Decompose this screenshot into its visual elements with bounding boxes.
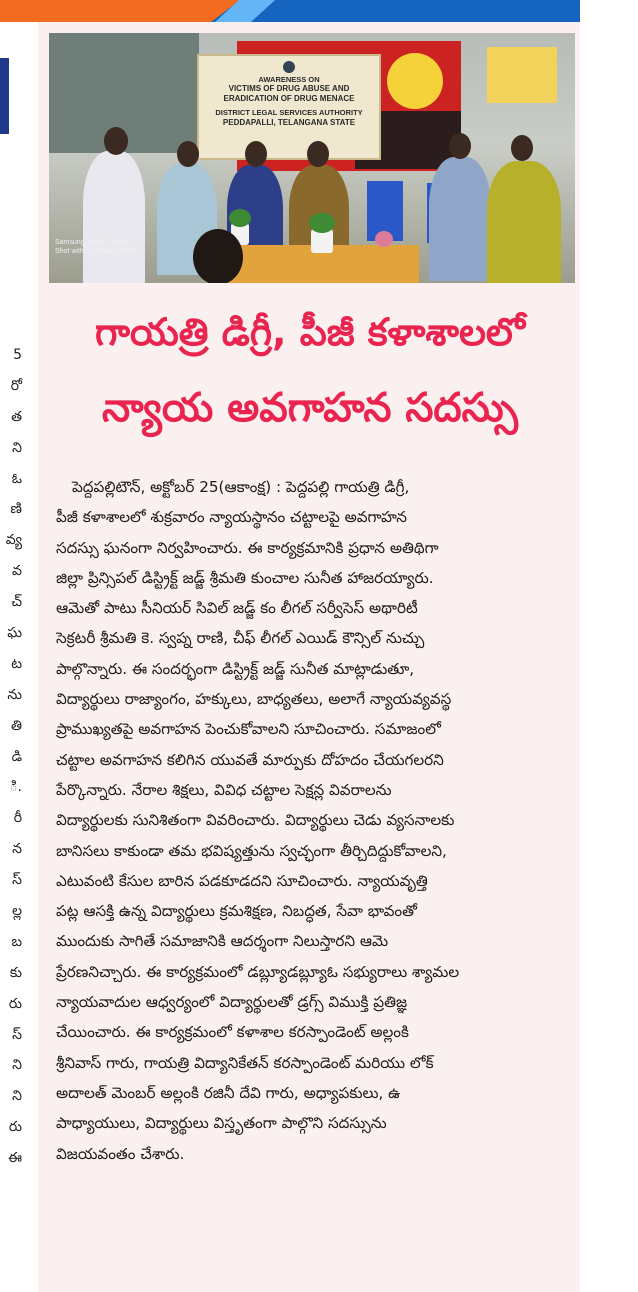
article-line: సెక్రటరీ శ్రీమతి కె. స్వప్న రాణి, చీఫ్ లీగల్ ఎయిడ్ కౌన్సిల్ నుచ్చు: [56, 629, 425, 648]
adjacent-column-glyph: ఘ: [7, 625, 22, 642]
article-line: పెద్దపల్లిటౌన్, అక్టోబర్ 25(ఆకాంక్ష) : పెద్దపల్లి గాయత్రి డిగ్రీ,: [72, 478, 410, 496]
adjacent-column-glyph: చ్: [11, 594, 22, 611]
article-line: అదాలత్ మెంబర్ అల్లంకి రజినీ దేవి గారు, అధ్యాపకులు, ఉ: [56, 1083, 401, 1102]
person: [487, 161, 561, 283]
adjacent-column-glyph: ఓ: [11, 470, 22, 487]
adjacent-column-glyph: 5: [13, 347, 22, 363]
article-line: ఎటువంటి కేసుల బారిన పడకూడదని సూచించారు. న్యాయవృత్తి: [56, 871, 428, 890]
plant: [309, 213, 335, 233]
article-line: శ్రీనివాస్ గారు, గాయత్రి విద్యానికేతన్ కరస్పాండెంట్ మరియు లోక్: [56, 1053, 434, 1072]
adjacent-column-glyph: వ్య: [5, 532, 22, 549]
article-line: ప్రేరణనిచ్చారు. ఈ కార్యక్రమంలో డబ్ల్యూడబ్ల్యూఓ సభ్యురాలు శ్యామల: [56, 962, 460, 981]
banner-line: PEDDAPALLI, TELANGANA STATE: [222, 118, 356, 127]
adjacent-column-glyph: రీ: [13, 810, 22, 827]
top-bar-orange-stripe: [0, 0, 240, 22]
person: [83, 151, 145, 283]
article-line: ముందుకు సాగితే సమాజానికి ఆదర్శంగా నిలుస్తారని ఆమె: [56, 932, 389, 951]
person-head: [104, 127, 128, 155]
adjacent-column-glyph: న: [12, 841, 22, 858]
article-line: చేయించారు. ఈ కార్యక్రమంలో కళాశాల కరస్పాండెంట్ అల్లంకి: [56, 1023, 409, 1042]
adjacent-column-glyph: రు: [8, 1119, 22, 1136]
adjacent-column-glyph: డి: [11, 748, 22, 765]
article-line: ఆమెతో పాటు సీనియర్ సివిల్ జడ్జ్ కం లీగల్ సర్వీసెస్ అథారిటీ: [56, 599, 418, 618]
audience-head: [193, 229, 243, 283]
dlsa-emblem-icon: [283, 61, 295, 73]
poster-emblem: [387, 53, 443, 109]
adjacent-column-glyph: ణి: [10, 501, 22, 518]
article-line: జిల్లా ప్రిన్సిపల్ డిస్ట్రిక్ట్ జడ్జ్ శ్రీమతి కుంచాల సునీత హాజరయ్యారు.: [56, 568, 434, 587]
flower-bouquet: [375, 231, 393, 247]
headline-line-2: న్యాయ అవగాహన సదస్సు: [101, 385, 519, 431]
banner-line: VICTIMS OF DRUG ABUSE AND: [228, 84, 350, 93]
person: [429, 157, 491, 281]
awareness-banner: [197, 54, 381, 160]
adjacent-column-glyph: స్: [12, 1026, 22, 1043]
adjacent-column-glyph: ను: [7, 686, 22, 703]
adjacent-column-glyph: స్: [12, 872, 22, 889]
adjacent-column-glyph: రు: [8, 995, 22, 1012]
adjacent-column-cut-text: [2, 340, 22, 1174]
watermark-line: Samsung Triple Camera: [55, 239, 131, 246]
adjacent-column-glyph: ని: [12, 439, 22, 456]
plant: [229, 209, 251, 227]
event-photo: [49, 33, 575, 283]
adjacent-column-glyph: వ: [12, 563, 22, 580]
adjacent-column-glyph: ఈ: [8, 1150, 22, 1167]
adjacent-column-glyph: తి: [11, 717, 22, 734]
banner-line: ERADICATION OF DRUG MENACE: [223, 94, 355, 103]
banner-line: DISTRICT LEGAL SERVICES AUTHORITY: [215, 108, 363, 117]
camera-watermark: [55, 238, 138, 256]
article-line: పాధ్యాయులు, విద్యార్థులు విస్తృతంగా పాల్గొని సదస్సును: [56, 1114, 387, 1133]
adjacent-column-glyph: కు: [9, 964, 22, 981]
headline-line-1: గాయత్రి డిగ్రీ, పీజీ కళాశాలలో: [94, 310, 526, 354]
watermark-line: Shot with my Galaxy M30s: [55, 248, 138, 255]
article-line: పీజీ కళాశాలలో శుక్రవారం న్యాయస్థానం చట్టాలపై అవగాహన: [56, 508, 407, 527]
article-line: విద్యార్థులకు సునిశితంగా వివరించారు. విద్యార్థులు చెడు వ్యసనాలకు: [56, 811, 455, 830]
adjacent-column-glyph: ని: [12, 1088, 22, 1105]
article-line: పట్ల ఆసక్తి ఉన్న విద్యార్థులు క్రమశిక్షణ, నిబద్ధత, సేవా భావంతో: [56, 902, 417, 921]
person-head: [307, 141, 329, 167]
person-head: [245, 141, 267, 167]
adjacent-column-glyph: ి.: [9, 779, 22, 796]
adjacent-column-glyph: ని: [12, 1057, 22, 1074]
article-line: పేర్కొన్నారు. నేరాల శిక్షలు, వివిధ చట్టాల సెక్షన్ల వివరాలను: [56, 780, 392, 799]
person-head: [177, 141, 199, 167]
banner-line: AWARENESS ON: [258, 75, 320, 84]
article-line: సదస్సు ఘనంగా నిర్వహించారు. ఈ కార్యక్రమానికి ప్రధాన అతిథిగా: [56, 538, 439, 557]
article-line: ప్రాముఖ్యతపై అవగాహన పెంచుకోవాలని సూచించారు. సమాజంలో: [56, 720, 441, 739]
top-decorative-bar: [0, 0, 580, 22]
adjacent-column-mark: [0, 58, 9, 134]
person-head: [511, 135, 533, 161]
person-head: [449, 133, 471, 159]
adjacent-column-glyph: త: [11, 408, 22, 425]
adjacent-column-glyph: బ: [11, 933, 22, 950]
article-body: [56, 472, 576, 1169]
adjacent-column-glyph: ట: [11, 655, 22, 672]
article-line: విద్యార్థులు రాజ్యాంగం, హక్కులు, బాధ్యతలు, అలాగే న్యాయవ్యవస్థ: [56, 690, 452, 709]
article-line: చట్టాల అవగాహన కలిగిన యువతే మార్పుకు దోహదం చేయగలరని: [56, 750, 444, 769]
adjacent-column-glyph: ల్ల: [12, 903, 22, 920]
article-line: పాల్గొన్నారు. ఈ సందర్భంగా డిస్ట్రిక్ట్ జడ్జ్ సునీత మాట్లాడుతూ,: [56, 659, 415, 678]
article-line: విజయవంతం చేశారు.: [56, 1144, 185, 1163]
adjacent-column-glyph: రో: [10, 377, 22, 394]
article-line: బానిసలు కాకుండా తమ భవిష్యత్తును స్వచ్ఛంగా తీర్చిదిద్దుకోవాలని,: [56, 841, 447, 860]
wall-notice: [487, 47, 557, 103]
article-line: న్యాయవాదుల ఆధ్వర్యంలో విద్యార్థులతో డ్రగ్స్ విముక్తి ప్రతిజ్ఞ: [56, 993, 408, 1012]
